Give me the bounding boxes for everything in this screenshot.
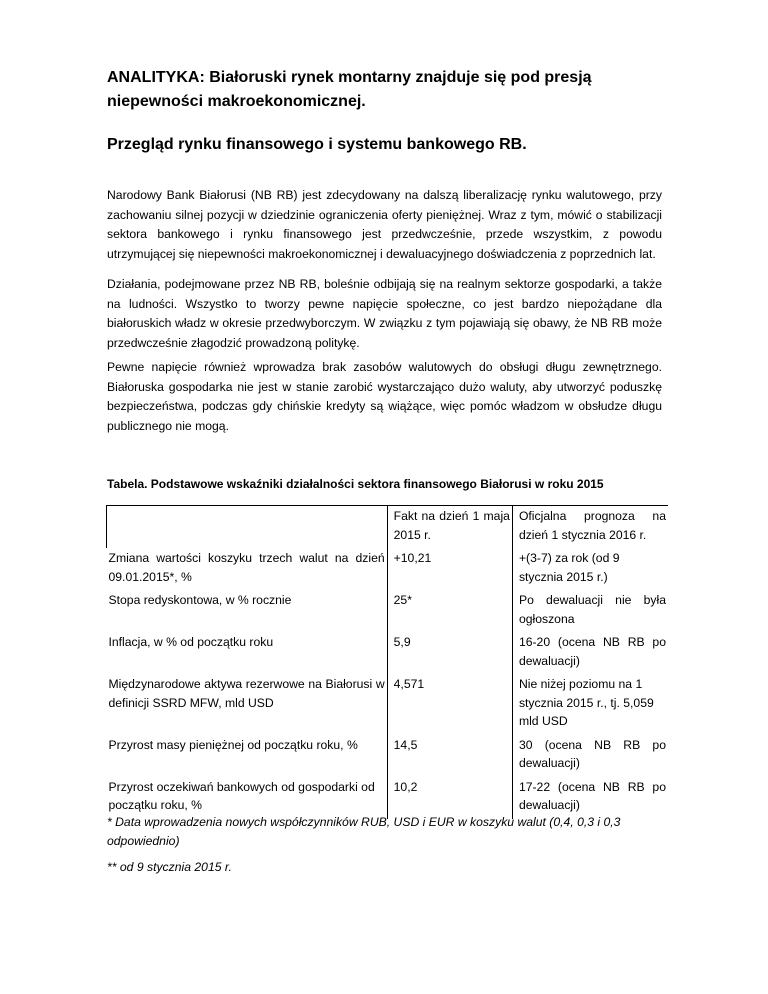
row-forecast-value: Nie niżej poziomu na 1 stycznia 2015 r., tj. 5,059 mld USD — [518, 677, 654, 728]
table-row — [107, 632, 669, 674]
table-footnote-2: ** od 9 stycznia 2015 r. — [107, 860, 232, 874]
paragraph-1: Narodowy Bank Białorusi (NB RB) jest zdecydowany na dalszą liberalizację rynku walutowego, przy zachowaniu silnej pozycji w dziedzinie ograniczenia oferty pieniężnej. Wraz z tym, mówić o stabilizacji sektora bankowego i rynku finansowego jest przedwcześnie, przede wszystkim, z powodu utrzymującej się niepewności makroekonomicznej i dewaluacyjnego doświadczenia z poprzednich lat. — [107, 188, 662, 261]
row-fact-value: 10,2 — [387, 777, 512, 819]
table-footnote-1: * Data wprowadzenia nowych współczynników RUB, USD i EUR w koszyku walut (0,4, 0,3 i 0,3 odpowiednio) — [107, 815, 621, 848]
table-row — [107, 548, 669, 590]
row-fact-value: +10,21 — [387, 548, 512, 590]
table-row — [107, 674, 669, 735]
table-caption: Tabela. Podstawowe wskaźniki działalności sektora finansowego Białorusi w roku 2015 — [107, 477, 604, 491]
row-label: Inflacja, w % od początku roku — [107, 632, 388, 674]
row-fact-value: 4,571 — [387, 674, 512, 735]
paragraph-3: Pewne napięcie również wprowadza brak zasobów walutowych do obsługi długu zewnętrznego. Białoruska gospodarka nie jest w stanie zarobić wystarczająco dużo waluty, aby utworzyć poduszkę bezpieczeństwa, podczas gdy chińskie kredyty są wiążące, więc pomóc władzom w obsłudze długu publicznego nie mogą. — [107, 360, 662, 433]
row-label: Międzynarodowe aktywa rezerwowe na Białorusi w definicji SSRD MFW, mld USD — [107, 674, 388, 735]
row-forecast-value: +(3-7) za rok (od 9 stycznia 2015 r.) — [518, 551, 620, 584]
document-title: ANALITYKA: Białoruski rynek montarny znajduje się pod presją niepewności makroekonomicznej. — [107, 69, 592, 110]
row-label: Przyrost oczekiwań bankowych od gospodarki od początku roku, % — [107, 777, 388, 819]
table-row — [107, 735, 669, 777]
row-forecast-value: 30 (ocena NB RB po dewaluacji) — [518, 737, 666, 770]
header-cell-empty — [107, 506, 388, 549]
row-forecast-value: 16-20 (ocena NB RB po dewaluacji) — [518, 635, 666, 668]
row-fact-value: 25* — [387, 590, 512, 632]
table-header-row — [107, 506, 669, 549]
header-cell-fact: Fakt na dzień 1 maja 2015 r. — [387, 506, 512, 549]
indicators-table — [106, 505, 668, 819]
row-fact-value: 14,5 — [387, 735, 512, 777]
header-cell-forecast: Oficjalna prognoza na dzień 1 stycznia 2016 r. — [512, 506, 668, 549]
table-row — [107, 590, 669, 632]
row-fact-value: 5,9 — [387, 632, 512, 674]
row-forecast-value: Po dewaluacji nie była ogłoszona — [518, 593, 666, 626]
row-label: Przyrost masy pieniężnej od początku roku, % — [107, 735, 388, 777]
document-subtitle: Przegląd rynku finansowego i systemu bankowego RB. — [107, 136, 527, 153]
row-label: Zmiana wartości koszyku trzech walut na dzień 09.01.2015*, % — [107, 548, 388, 590]
row-label: Stopa redyskontowa, w % rocznie — [107, 590, 388, 632]
row-forecast-value: 17-22 (ocena NB RB po dewaluacji) — [518, 779, 666, 812]
paragraph-2: Działania, podejmowane przez NB RB, boleśnie odbijają się na realnym sektorze gospodarki, a także na ludności. Wszystko to tworzy pewne napięcie społeczne, co jest bardzo niepożądane dla białoruskich władz w okresie przedwyborczym. W związku z tym pojawiają się obawy, że NB RB może przedwcześnie złagodzić prowadzoną politykę. — [107, 277, 662, 350]
